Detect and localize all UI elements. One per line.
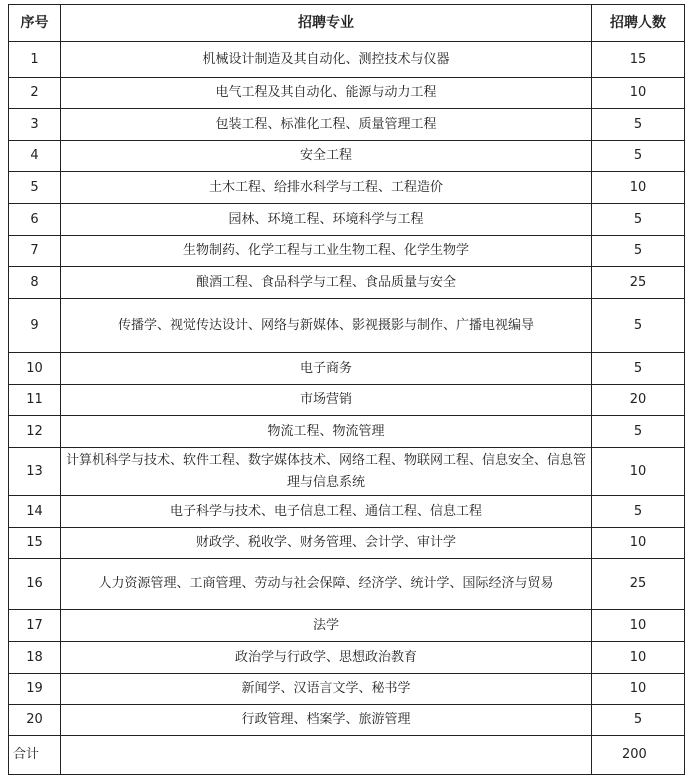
row-count: 25 xyxy=(592,267,685,299)
row-index: 17 xyxy=(9,610,61,642)
row-index: 1 xyxy=(9,42,61,78)
row-major: 新闻学、汉语言文学、秘书学 xyxy=(61,674,592,705)
row-index: 18 xyxy=(9,642,61,674)
row-major: 电子商务 xyxy=(61,353,592,385)
row-count: 5 xyxy=(592,204,685,236)
row-count: 10 xyxy=(592,610,685,642)
row-index: 12 xyxy=(9,416,61,448)
row-index: 13 xyxy=(9,448,61,496)
row-index: 16 xyxy=(9,559,61,610)
row-index: 2 xyxy=(9,78,61,109)
row-major: 计算机科学与技术、软件工程、数字媒体技术、网络工程、物联网工程、信息安全、信息管理与信息系统 xyxy=(61,448,592,496)
table-row xyxy=(9,109,685,141)
row-index: 6 xyxy=(9,204,61,236)
row-major: 土木工程、给排水科学与工程、工程造价 xyxy=(61,172,592,204)
row-count: 5 xyxy=(592,236,685,267)
table-row xyxy=(9,353,685,385)
total-count: 200 xyxy=(592,736,685,775)
row-index: 9 xyxy=(9,299,61,353)
header-major: 招聘专业 xyxy=(61,5,592,42)
table-row xyxy=(9,448,685,496)
table-row xyxy=(9,204,685,236)
table-row xyxy=(9,141,685,172)
row-count: 10 xyxy=(592,642,685,674)
row-major: 包装工程、标准化工程、质量管理工程 xyxy=(61,109,592,141)
row-major: 财政学、税收学、财务管理、会计学、审计学 xyxy=(61,528,592,559)
row-index: 5 xyxy=(9,172,61,204)
row-count: 20 xyxy=(592,385,685,416)
table-row xyxy=(9,172,685,204)
table-row xyxy=(9,642,685,674)
row-major: 市场营销 xyxy=(61,385,592,416)
row-count: 10 xyxy=(592,674,685,705)
row-count: 10 xyxy=(592,172,685,204)
total-row xyxy=(9,736,685,775)
row-index: 19 xyxy=(9,674,61,705)
table-row xyxy=(9,236,685,267)
row-index: 15 xyxy=(9,528,61,559)
table-row xyxy=(9,416,685,448)
row-count: 5 xyxy=(592,705,685,736)
table-row xyxy=(9,610,685,642)
row-count: 5 xyxy=(592,299,685,353)
table-row xyxy=(9,42,685,78)
table-row xyxy=(9,78,685,109)
table-row xyxy=(9,385,685,416)
row-major: 物流工程、物流管理 xyxy=(61,416,592,448)
row-index: 7 xyxy=(9,236,61,267)
row-major: 人力资源管理、工商管理、劳动与社会保障、经济学、统计学、国际经济与贸易 xyxy=(61,559,592,610)
row-count: 5 xyxy=(592,416,685,448)
row-count: 5 xyxy=(592,353,685,385)
row-count: 10 xyxy=(592,448,685,496)
row-index: 3 xyxy=(9,109,61,141)
table-row xyxy=(9,559,685,610)
table-row xyxy=(9,299,685,353)
table-row xyxy=(9,705,685,736)
row-count: 25 xyxy=(592,559,685,610)
row-count: 5 xyxy=(592,109,685,141)
row-major: 机械设计制造及其自动化、测控技术与仪器 xyxy=(61,42,592,78)
row-count: 15 xyxy=(592,42,685,78)
row-major: 传播学、视觉传达设计、网络与新媒体、影视摄影与制作、广播电视编导 xyxy=(61,299,592,353)
table-row xyxy=(9,674,685,705)
row-major: 行政管理、档案学、旅游管理 xyxy=(61,705,592,736)
row-major: 园林、环境工程、环境科学与工程 xyxy=(61,204,592,236)
table-row xyxy=(9,528,685,559)
total-empty xyxy=(61,736,592,775)
row-major: 电子科学与技术、电子信息工程、通信工程、信息工程 xyxy=(61,496,592,528)
header-row xyxy=(9,5,685,42)
row-count: 10 xyxy=(592,528,685,559)
row-count: 10 xyxy=(592,78,685,109)
row-index: 8 xyxy=(9,267,61,299)
table-row xyxy=(9,267,685,299)
row-major: 电气工程及其自动化、能源与动力工程 xyxy=(61,78,592,109)
row-count: 5 xyxy=(592,141,685,172)
row-index: 20 xyxy=(9,705,61,736)
row-index: 4 xyxy=(9,141,61,172)
table-row xyxy=(9,496,685,528)
row-index: 11 xyxy=(9,385,61,416)
row-major: 安全工程 xyxy=(61,141,592,172)
row-index: 10 xyxy=(9,353,61,385)
header-count: 招聘人数 xyxy=(592,5,685,42)
header-index: 序号 xyxy=(9,5,61,42)
row-major: 法学 xyxy=(61,610,592,642)
row-count: 5 xyxy=(592,496,685,528)
row-major: 政治学与行政学、思想政治教育 xyxy=(61,642,592,674)
recruitment-table xyxy=(8,4,685,775)
row-index: 14 xyxy=(9,496,61,528)
total-label: 合计 xyxy=(9,736,61,775)
row-major: 酿酒工程、食品科学与工程、食品质量与安全 xyxy=(61,267,592,299)
row-major: 生物制药、化学工程与工业生物工程、化学生物学 xyxy=(61,236,592,267)
